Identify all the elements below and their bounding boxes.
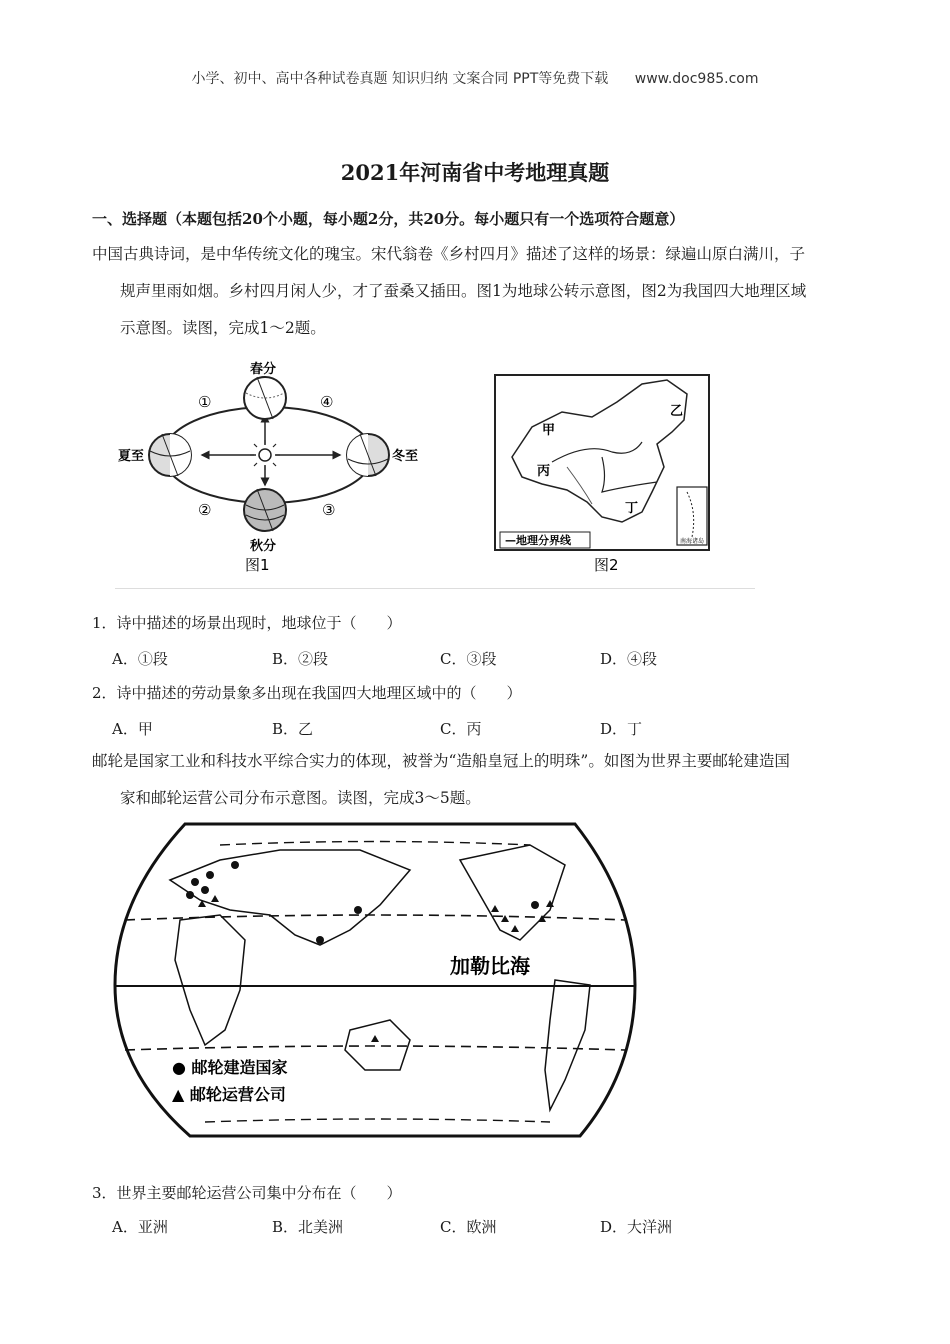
globe-autumn <box>244 489 286 531</box>
region-ding: 丁 <box>625 501 639 516</box>
label-winter: 冬至 <box>392 449 419 464</box>
label-seg4: ④ <box>320 393 334 411</box>
divider <box>115 588 755 589</box>
region-yi: 乙 <box>670 404 684 419</box>
label-seg2: ② <box>198 501 212 519</box>
q2-option-c[interactable]: C．丙 <box>440 720 482 738</box>
intro1-line1: 中国古典诗词，是中华传统文化的瑰宝。宋代翁卷《乡村四月》描述了这样的场景：绿遍山原白满川，子 <box>92 245 806 263</box>
region-jia: 甲 <box>542 423 556 438</box>
page-header <box>0 68 950 88</box>
label-seg1: ① <box>198 393 212 411</box>
fig2-caption: 图2 <box>594 556 619 574</box>
question-1: 1．诗中描述的场景出现时，地球位于（ ） <box>92 614 402 632</box>
intro1-line3: 示意图。读图，完成1～2题。 <box>120 319 326 337</box>
region-bing: 丙 <box>537 464 551 479</box>
q2-option-a[interactable]: A．甲 <box>112 720 153 738</box>
q1-option-d[interactable]: D．④段 <box>600 650 658 668</box>
question-2: 2．诗中描述的劳动景象多出现在我国四大地理区域中的（ ） <box>92 684 522 702</box>
label-seg3: ③ <box>322 501 336 519</box>
header-text: 小学、初中、高中各种试卷真题 知识归纳 文案合同 PPT等免费下载 <box>191 71 609 87</box>
intro2-line2: 家和邮轮运营公司分布示意图。读图，完成3～5题。 <box>120 789 481 807</box>
legend-build: ● 邮轮建造国家 <box>172 1058 288 1077</box>
q1-option-c[interactable]: C．③段 <box>440 650 497 668</box>
globe-summer <box>149 434 191 476</box>
header-url[interactable]: www.doc985.com <box>634 71 759 87</box>
q1-option-a[interactable]: A．①段 <box>112 650 168 668</box>
q3-option-c[interactable]: C．欧洲 <box>440 1218 497 1236</box>
section-heading: 一、选择题（本题包括20个小题，每小题2分，共20分。每小题只有一个选项符合题意） <box>92 210 685 228</box>
globe-spring <box>244 377 286 419</box>
legend-operate: ▲ 邮轮运营公司 <box>172 1085 286 1104</box>
q1-option-b[interactable]: B．②段 <box>272 650 329 668</box>
q3-option-d[interactable]: D．大洋洲 <box>600 1218 673 1236</box>
q2-option-d[interactable]: D．丁 <box>600 720 643 738</box>
intro1-line2: 规声里雨如烟。乡村四月闲人少，才了蚕桑又插田。图1为地球公转示意图，图2为我国四大地理区域 <box>120 282 807 300</box>
legend-text: —地理分界线 <box>505 534 571 547</box>
fig1-caption: 图1 <box>245 556 270 574</box>
inset-label: 南海诸岛 <box>680 538 705 545</box>
world-cruise-map <box>110 820 640 1140</box>
globe-winter <box>347 434 389 476</box>
caribbean-label: 加勒比海 <box>450 954 530 978</box>
q3-option-b[interactable]: B．北美洲 <box>272 1218 344 1236</box>
question-3: 3．世界主要邮轮运营公司集中分布在（ ） <box>92 1184 402 1202</box>
label-spring: 春分 <box>250 362 277 377</box>
intro2-line1: 邮轮是国家工业和科技水平综合实力的体现，被誉为“造船皇冠上的明珠”。如图为世界主要邮轮建造国 <box>92 752 790 770</box>
q3-option-a[interactable]: A．亚洲 <box>112 1218 168 1236</box>
page-title: 2021年河南省中考地理真题 <box>340 160 610 185</box>
label-autumn: 秋分 <box>250 539 277 554</box>
intro-paragraph-1 <box>92 236 872 347</box>
china-regions-figure <box>492 372 717 577</box>
q2-option-b[interactable]: B．乙 <box>272 720 314 738</box>
label-summer: 夏至 <box>118 449 145 464</box>
earth-orbit-figure <box>110 355 430 575</box>
intro-paragraph-2 <box>92 743 872 817</box>
